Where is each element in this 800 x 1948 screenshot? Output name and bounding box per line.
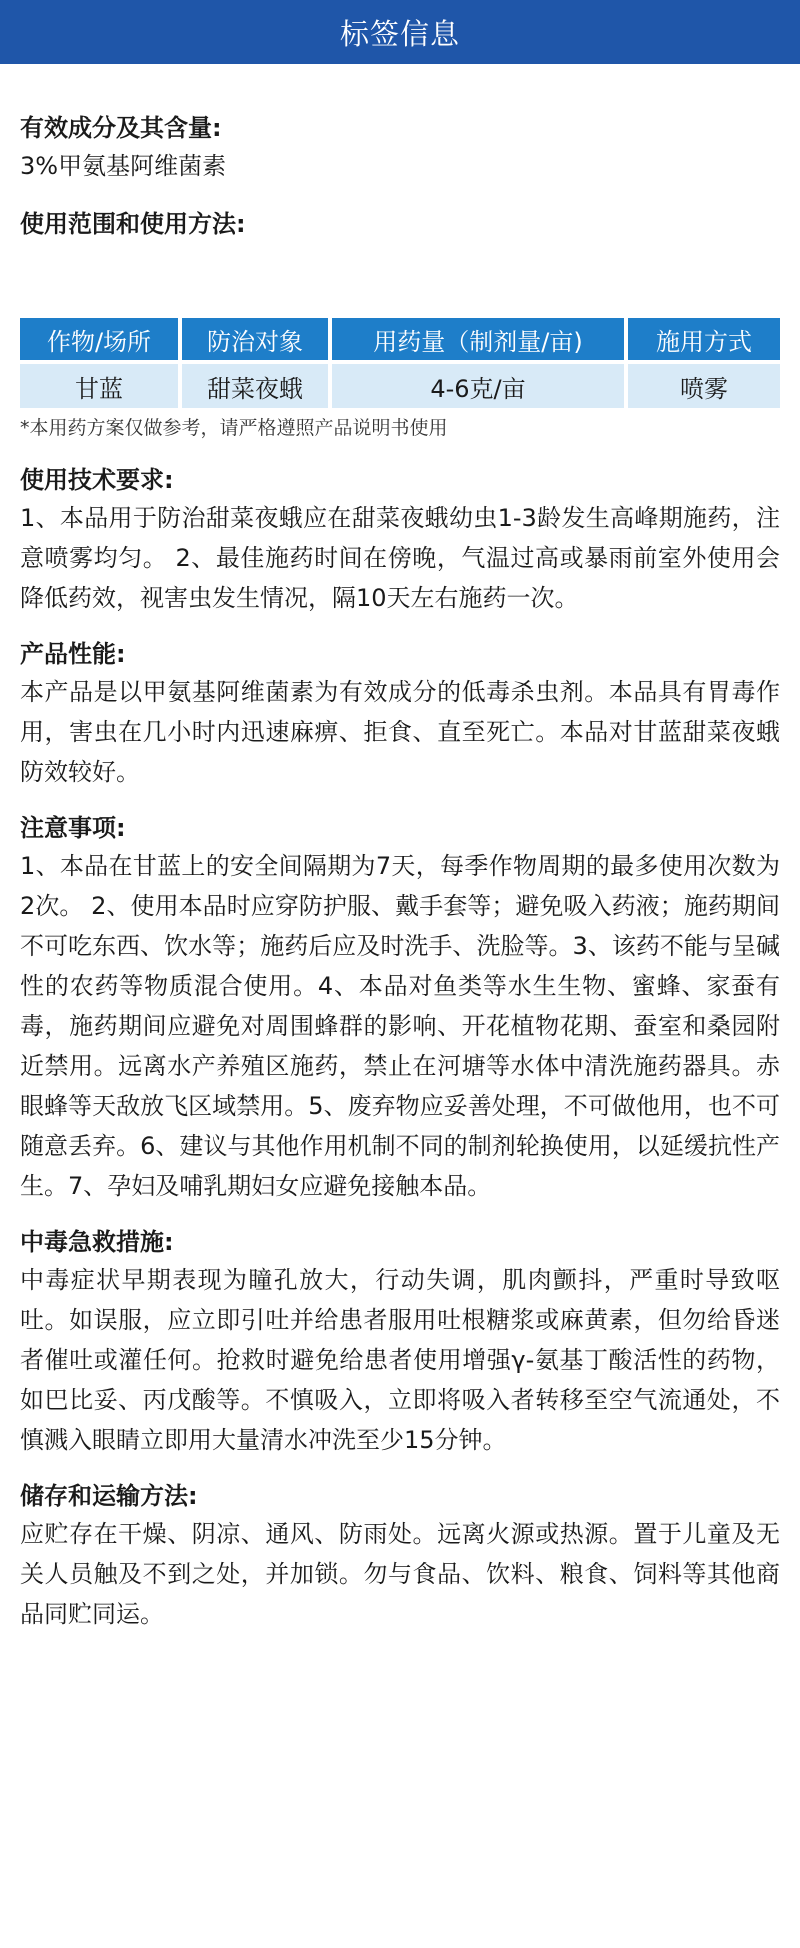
caution-body: 1、本品在甘蓝上的安全间隔期为7天，每季作物周期的最多使用次数为2次。 2、使用本品时应穿防护服、戴手套等；避免吸入药液；施药期间不可吃东西、饮水等；施药后应及时洗手、洗脸等。3、该药不能与呈碱性的农药等物质混合使用。4、本品对鱼类等水生生物、蜜蜂、家蚕有毒，施药期间应避免对周围蜂群的影响、开花植物花期、蚕室和桑园附近禁用。远离水产养殖区施药，禁止在河塘等水体中清洗施药器具。赤眼蜂等天敌放飞区域禁用。5、废弃物应妥善处理，不可做他用，也不可随意丢弃。6、建议与其他作用机制不同的制剂轮换使用，以延缓抗性产生。7、孕妇及哺乳期妇女应避免接触本品。 (20, 852, 780, 1200)
usage-title: 使用范围和使用方法: (20, 210, 246, 238)
usage-section (20, 186, 780, 442)
performance-title: 产品性能: (20, 640, 126, 668)
cell-crop: 甘蓝 (20, 364, 178, 408)
page-header (0, 0, 800, 64)
column-header-crop: 作物/场所 (20, 318, 178, 360)
firstaid-section (20, 1206, 780, 1460)
cell-method: 喷雾 (628, 364, 780, 408)
firstaid-title: 中毒急救措施: (20, 1228, 174, 1256)
caution-section (20, 792, 780, 1206)
tech-body: 1、本品用于防治甜菜夜蛾应在甜菜夜蛾幼虫1-3龄发生高峰期施药，注意喷雾均匀。 2、最佳施药时间在傍晚，气温过高或暴雨前室外使用会降低药效，视害虫发生情况，隔10天左右施药一次。 (20, 504, 780, 612)
cell-target: 甜菜夜蛾 (182, 364, 328, 408)
label-content (0, 64, 800, 1634)
cell-dosage: 4-6克/亩 (332, 364, 624, 408)
storage-section (20, 1460, 780, 1634)
usage-note: *本用药方案仅做参考，请严格遵照产品说明书使用 (20, 417, 448, 439)
dosage-table-header-row (20, 318, 780, 360)
storage-title: 储存和运输方法: (20, 1482, 198, 1510)
ingredient-section (20, 64, 780, 186)
performance-section (20, 618, 780, 792)
table-row (20, 364, 780, 408)
ingredient-value: 3%甲氨基阿维菌素 (20, 152, 227, 180)
firstaid-body: 中毒症状早期表现为瞳孔放大，行动失调，肌肉颤抖，严重时导致呕吐。如误服，应立即引吐并给患者服用吐根糖浆或麻黄素，但勿给昏迷者催吐或灌任何。抢救时避免给患者使用增强γ-氨基丁酸活性的药物，如巴比妥、丙戊酸等。不慎吸入，立即将吸入者转移至空气流通处，不慎溅入眼睛立即用大量清水冲洗至少15分钟。 (20, 1266, 780, 1454)
caution-title: 注意事项: (20, 814, 126, 842)
ingredient-title: 有效成分及其含量: (20, 114, 222, 142)
column-header-target: 防治对象 (182, 318, 328, 360)
tech-section (20, 442, 780, 618)
page-title: 标签信息 (339, 16, 460, 51)
column-header-method: 施用方式 (628, 318, 780, 360)
column-header-dosage: 用药量（制剂量/亩) (332, 318, 624, 360)
performance-body: 本产品是以甲氨基阿维菌素为有效成分的低毒杀虫剂。本品具有胃毒作用，害虫在几小时内迅速麻痹、拒食、直至死亡。本品对甘蓝甜菜夜蛾防效较好。 (20, 678, 780, 786)
storage-body: 应贮存在干燥、阴凉、通风、防雨处。远离火源或热源。置于儿童及无关人员触及不到之处，并加锁。勿与食品、饮料、粮食、饲料等其他商品同贮同运。 (20, 1520, 780, 1628)
tech-title: 使用技术要求: (20, 466, 174, 494)
dosage-table (16, 314, 784, 412)
